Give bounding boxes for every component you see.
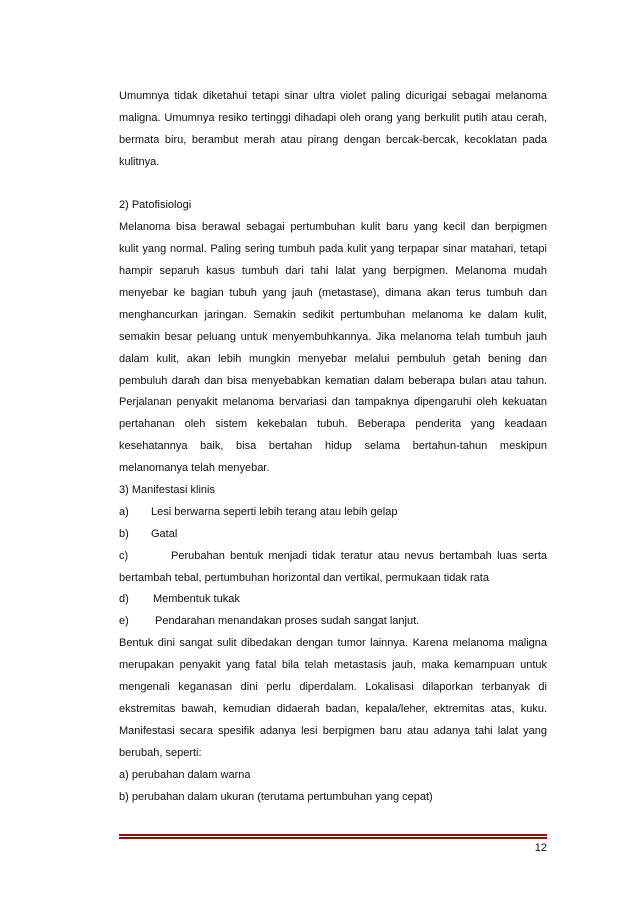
paragraph-line: dalam kulit, akan lebih mungkin menyebar melalui pembuluh getah bening dan	[119, 352, 547, 365]
list-item	[119, 546, 547, 568]
paragraph-line: menyebar ke bagian tubuh yang jauh (metastase), dimana akan terus tumbuh dan	[119, 287, 547, 300]
paragraph-line: kesehatannya baik, bisa bertahan hidup selama bertahun-tahun meskipun	[119, 440, 547, 453]
paragraph-line: kulitnya.	[119, 155, 160, 168]
list-marker: d)	[119, 593, 129, 606]
list-item-text: Lesi berwarna seperti lebih terang atau lebih gelap	[151, 505, 398, 518]
paragraph-line: merupakan penyakit yang fatal bila telah metastasis jauh, maka kemampuan untuk	[119, 659, 547, 672]
paragraph-line: semakin besar peluang untuk menyembuhkannya. Jika melanoma telah tumbuh jauh	[119, 330, 547, 343]
paragraph-line: Bentuk dini sangat sulit dibedakan dengan tumor lainnya. Karena melanoma maligna	[119, 637, 547, 650]
section-heading: 3) Manifestasi klinis	[119, 484, 215, 497]
paragraph-line: bermata biru, berambut merah atau pirang dengan bercak-bercak, kecoklatan pada	[119, 133, 547, 146]
list-marker: a)	[119, 505, 129, 518]
section-heading: 2) Patofisiologi	[119, 199, 192, 212]
paragraph-line: pembuluh darah dan bisa menyebabkan kematian dalam beberapa bulan atau tahun.	[119, 374, 547, 387]
list-marker: e)	[119, 615, 129, 628]
footer-rule	[119, 834, 547, 839]
paragraph-line: Manifestasi secara spesifik adanya lesi berpigmen baru atau adanya tahi lalat yang	[119, 724, 547, 737]
paragraph-line: melanomanya telah menyebar.	[119, 462, 270, 475]
list-item-text: Gatal	[151, 527, 178, 540]
sublist-item: b) perubahan dalam ukuran (terutama pertumbuhan yang cepat)	[119, 790, 433, 803]
paragraph-line: pertahanan oleh sistem kekebalan tubuh. Beberapa penderita yang keadaan	[119, 418, 547, 431]
list-item	[119, 611, 547, 633]
list-marker: c)	[119, 549, 129, 562]
page-number: 12	[534, 842, 547, 854]
list-item-text: Pendarahan menandakan proses sudah sangat lanjut.	[155, 615, 420, 628]
paragraph-line: hampir separuh kasus tumbuh dari tahi lalat yang berpigmen. Melanoma mudah	[119, 265, 547, 278]
list-item	[119, 502, 547, 524]
list-item	[119, 524, 547, 546]
paragraph-line: kulit yang normal. Paling sering tumbuh pada kulit yang terpapar sinar matahari, tetapi	[119, 243, 547, 256]
paragraph-line: ekstremitas bawah, kemudian didaerah badan, kepala/leher, ektremitas atas, kuku.	[119, 702, 547, 715]
paragraph-line: Melanoma bisa berawal sebagai pertumbuhan kulit baru yang kecil dan berpigmen	[119, 221, 547, 234]
list-item-text: Membentuk tukak	[153, 593, 240, 606]
list-marker: b)	[119, 527, 129, 540]
paragraph-line: menghancurkan jaringan. Semakin sedikit pertumbuhan melanoma ke dalam kulit,	[119, 308, 547, 321]
sublist-item: a) perubahan dalam warna	[119, 768, 251, 781]
paragraph-line: Perjalanan penyakit melanoma bervariasi dan tampaknya dipengaruhi oleh kekuatan	[119, 396, 547, 409]
list-item	[119, 589, 547, 611]
list-item-text: Perubahan bentuk menjadi tidak teratur atau nevus bertambah luas serta	[171, 549, 547, 562]
list-item-continuation: bertambah tebal, pertumbuhan horizontal dan vertikal, permukaan tidak rata	[119, 571, 489, 584]
document-page	[119, 86, 547, 808]
paragraph-line: maligna. Umumnya resiko tertinggi dihadapi oleh orang yang berkulit putih atau cerah,	[119, 111, 547, 124]
paragraph-line: berubah, seperti:	[119, 746, 202, 759]
paragraph-line: mengenali keganasan dini perlu diperdalam. Lokalisasi dilaporkan terbanyak di	[119, 681, 547, 694]
paragraph-line: Umumnya tidak diketahui tetapi sinar ultra violet paling dicurigai sebagai melanoma	[119, 90, 547, 102]
